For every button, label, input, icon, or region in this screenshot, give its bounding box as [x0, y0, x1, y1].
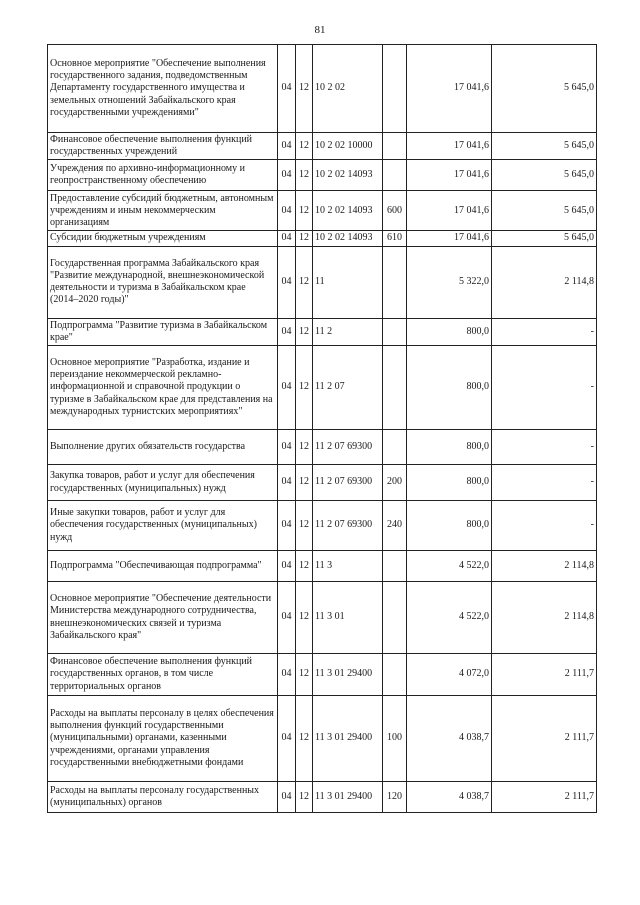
cell-amount-2: - — [492, 430, 597, 465]
cell-amount-2: 2 111,7 — [492, 696, 597, 782]
cell-amount-2: - — [492, 346, 597, 430]
cell-name: Расходы на выплаты персоналу в целях обеспечения выполнения функций государственными (муниципальными) органами, казенными учреждениями, органами управления государственными внебюджетными фондами — [48, 696, 278, 782]
cell-amount-1: 5 322,0 — [407, 246, 492, 318]
cell-amount-2: 5 645,0 — [492, 45, 597, 133]
cell-subsection: 12 — [296, 231, 313, 246]
cell-section: 04 — [278, 465, 296, 501]
cell-amount-2: 2 114,8 — [492, 246, 597, 318]
table-row — [48, 160, 597, 191]
cell-amount-1: 800,0 — [407, 318, 492, 345]
cell-name: Предоставление субсидий бюджетным, автономным учреждениям и иным некоммерческим организациям — [48, 191, 278, 231]
cell-amount-2: 5 645,0 — [492, 133, 597, 160]
cell-target-article: 11 3 01 — [313, 582, 383, 654]
cell-expense-type — [383, 582, 407, 654]
cell-amount-2: 5 645,0 — [492, 160, 597, 191]
cell-amount-1: 800,0 — [407, 346, 492, 430]
cell-expense-type — [383, 346, 407, 430]
table-row — [48, 231, 597, 246]
budget-table — [47, 44, 597, 813]
cell-subsection: 12 — [296, 551, 313, 582]
table-row — [48, 465, 597, 501]
cell-name: Финансовое обеспечение выполнения функций государственных органов, в том числе территориальных органов — [48, 654, 278, 696]
cell-subsection: 12 — [296, 782, 313, 813]
cell-expense-type: 100 — [383, 696, 407, 782]
cell-name: Подпрограмма "Развитие туризма в Забайкальском крае" — [48, 318, 278, 345]
cell-target-article: 11 3 — [313, 551, 383, 582]
cell-section: 04 — [278, 45, 296, 133]
cell-amount-2: 2 114,8 — [492, 582, 597, 654]
cell-section: 04 — [278, 551, 296, 582]
cell-subsection: 12 — [296, 346, 313, 430]
cell-section: 04 — [278, 246, 296, 318]
cell-name: Выполнение других обязательств государства — [48, 430, 278, 465]
cell-amount-2: 2 111,7 — [492, 782, 597, 813]
cell-target-article: 11 2 07 69300 — [313, 430, 383, 465]
cell-amount-2: - — [492, 318, 597, 345]
cell-target-article: 11 2 07 69300 — [313, 465, 383, 501]
cell-name: Субсидии бюджетным учреждениям — [48, 231, 278, 246]
cell-section: 04 — [278, 696, 296, 782]
cell-section: 04 — [278, 782, 296, 813]
cell-expense-type — [383, 654, 407, 696]
cell-amount-1: 17 041,6 — [407, 45, 492, 133]
cell-section: 04 — [278, 582, 296, 654]
cell-expense-type — [383, 318, 407, 345]
cell-name: Основное мероприятие "Разработка, издание и переиздание некоммерческой рекламно-информационной и справочной продукции о туризме в Забайкальском крае для представления на международных турнистских мероприятиях" — [48, 346, 278, 430]
cell-subsection: 12 — [296, 696, 313, 782]
cell-subsection: 12 — [296, 318, 313, 345]
cell-target-article: 11 3 01 29400 — [313, 696, 383, 782]
cell-section: 04 — [278, 133, 296, 160]
cell-target-article: 10 2 02 14093 — [313, 160, 383, 191]
cell-section: 04 — [278, 191, 296, 231]
cell-section: 04 — [278, 430, 296, 465]
cell-target-article: 10 2 02 14093 — [313, 191, 383, 231]
cell-subsection: 12 — [296, 133, 313, 160]
cell-section: 04 — [278, 318, 296, 345]
cell-name: Финансовое обеспечение выполнения функций государственных учреждений — [48, 133, 278, 160]
cell-subsection: 12 — [296, 160, 313, 191]
cell-section: 04 — [278, 231, 296, 246]
cell-name: Государственная программа Забайкальского края "Развитие международной, внешнеэкономической деятельности и туризма в Забайкальском крае (2014–2020 годы)" — [48, 246, 278, 318]
cell-amount-2: - — [492, 465, 597, 501]
table-row — [48, 654, 597, 696]
cell-amount-2: 2 114,8 — [492, 551, 597, 582]
table-row — [48, 246, 597, 318]
table-row — [48, 133, 597, 160]
cell-expense-type: 240 — [383, 501, 407, 551]
cell-amount-1: 4 072,0 — [407, 654, 492, 696]
cell-expense-type — [383, 246, 407, 318]
cell-amount-1: 4 522,0 — [407, 582, 492, 654]
cell-subsection: 12 — [296, 654, 313, 696]
cell-target-article: 10 2 02 14093 — [313, 231, 383, 246]
cell-expense-type — [383, 133, 407, 160]
cell-amount-1: 800,0 — [407, 430, 492, 465]
cell-target-article: 10 2 02 10000 — [313, 133, 383, 160]
cell-target-article: 11 2 07 — [313, 346, 383, 430]
cell-amount-2: 5 645,0 — [492, 231, 597, 246]
cell-name: Иные закупки товаров, работ и услуг для обеспечения государственных (муниципальных) нужд — [48, 501, 278, 551]
cell-amount-1: 800,0 — [407, 465, 492, 501]
cell-subsection: 12 — [296, 465, 313, 501]
table-row — [48, 582, 597, 654]
cell-target-article: 11 3 01 29400 — [313, 654, 383, 696]
cell-amount-2: - — [492, 501, 597, 551]
cell-amount-1: 17 041,6 — [407, 231, 492, 246]
cell-section: 04 — [278, 501, 296, 551]
cell-subsection: 12 — [296, 582, 313, 654]
cell-name: Подпрограмма "Обеспечивающая подпрограмма" — [48, 551, 278, 582]
cell-expense-type: 200 — [383, 465, 407, 501]
cell-expense-type: 600 — [383, 191, 407, 231]
cell-name: Расходы на выплаты персоналу государственных (муниципальных) органов — [48, 782, 278, 813]
cell-subsection: 12 — [296, 430, 313, 465]
cell-amount-1: 17 041,6 — [407, 160, 492, 191]
cell-expense-type: 120 — [383, 782, 407, 813]
cell-amount-1: 4 522,0 — [407, 551, 492, 582]
cell-target-article: 10 2 02 — [313, 45, 383, 133]
cell-name: Закупка товаров, работ и услуг для обеспечения государственных (муниципальных) нужд — [48, 465, 278, 501]
cell-subsection: 12 — [296, 45, 313, 133]
cell-amount-1: 800,0 — [407, 501, 492, 551]
table-row — [48, 782, 597, 813]
cell-amount-1: 17 041,6 — [407, 133, 492, 160]
cell-subsection: 12 — [296, 501, 313, 551]
cell-amount-1: 4 038,7 — [407, 782, 492, 813]
cell-subsection: 12 — [296, 191, 313, 231]
cell-section: 04 — [278, 346, 296, 430]
table-row — [48, 430, 597, 465]
table-row — [48, 191, 597, 231]
table-row — [48, 45, 597, 133]
page-number: 81 — [314, 24, 326, 36]
cell-amount-2: 5 645,0 — [492, 191, 597, 231]
table-row — [48, 318, 597, 345]
cell-expense-type — [383, 160, 407, 191]
cell-amount-2: 2 111,7 — [492, 654, 597, 696]
table-row — [48, 696, 597, 782]
table-row — [48, 346, 597, 430]
cell-section: 04 — [278, 654, 296, 696]
cell-section: 04 — [278, 160, 296, 191]
cell-subsection: 12 — [296, 246, 313, 318]
cell-expense-type — [383, 551, 407, 582]
table-row — [48, 501, 597, 551]
cell-name: Основное мероприятие "Обеспечение деятельности Министерства международного сотрудничества, внешнеэкономических связей и туризма Забайкальского края" — [48, 582, 278, 654]
cell-name: Основное мероприятие "Обеспечение выполнения государственного задания, подведомственным Департаменту государственного имущества и земельных отношений Забайкальского края государственными учреждениями" — [48, 45, 278, 133]
table-body — [48, 45, 597, 813]
cell-amount-1: 4 038,7 — [407, 696, 492, 782]
cell-amount-1: 17 041,6 — [407, 191, 492, 231]
cell-expense-type — [383, 430, 407, 465]
cell-target-article: 11 — [313, 246, 383, 318]
cell-target-article: 11 2 07 69300 — [313, 501, 383, 551]
cell-name: Учреждения по архивно-информационному и геопространственному обеспечению — [48, 160, 278, 191]
table-row — [48, 551, 597, 582]
cell-target-article: 11 2 — [313, 318, 383, 345]
cell-expense-type — [383, 45, 407, 133]
cell-expense-type: 610 — [383, 231, 407, 246]
cell-target-article: 11 3 01 29400 — [313, 782, 383, 813]
